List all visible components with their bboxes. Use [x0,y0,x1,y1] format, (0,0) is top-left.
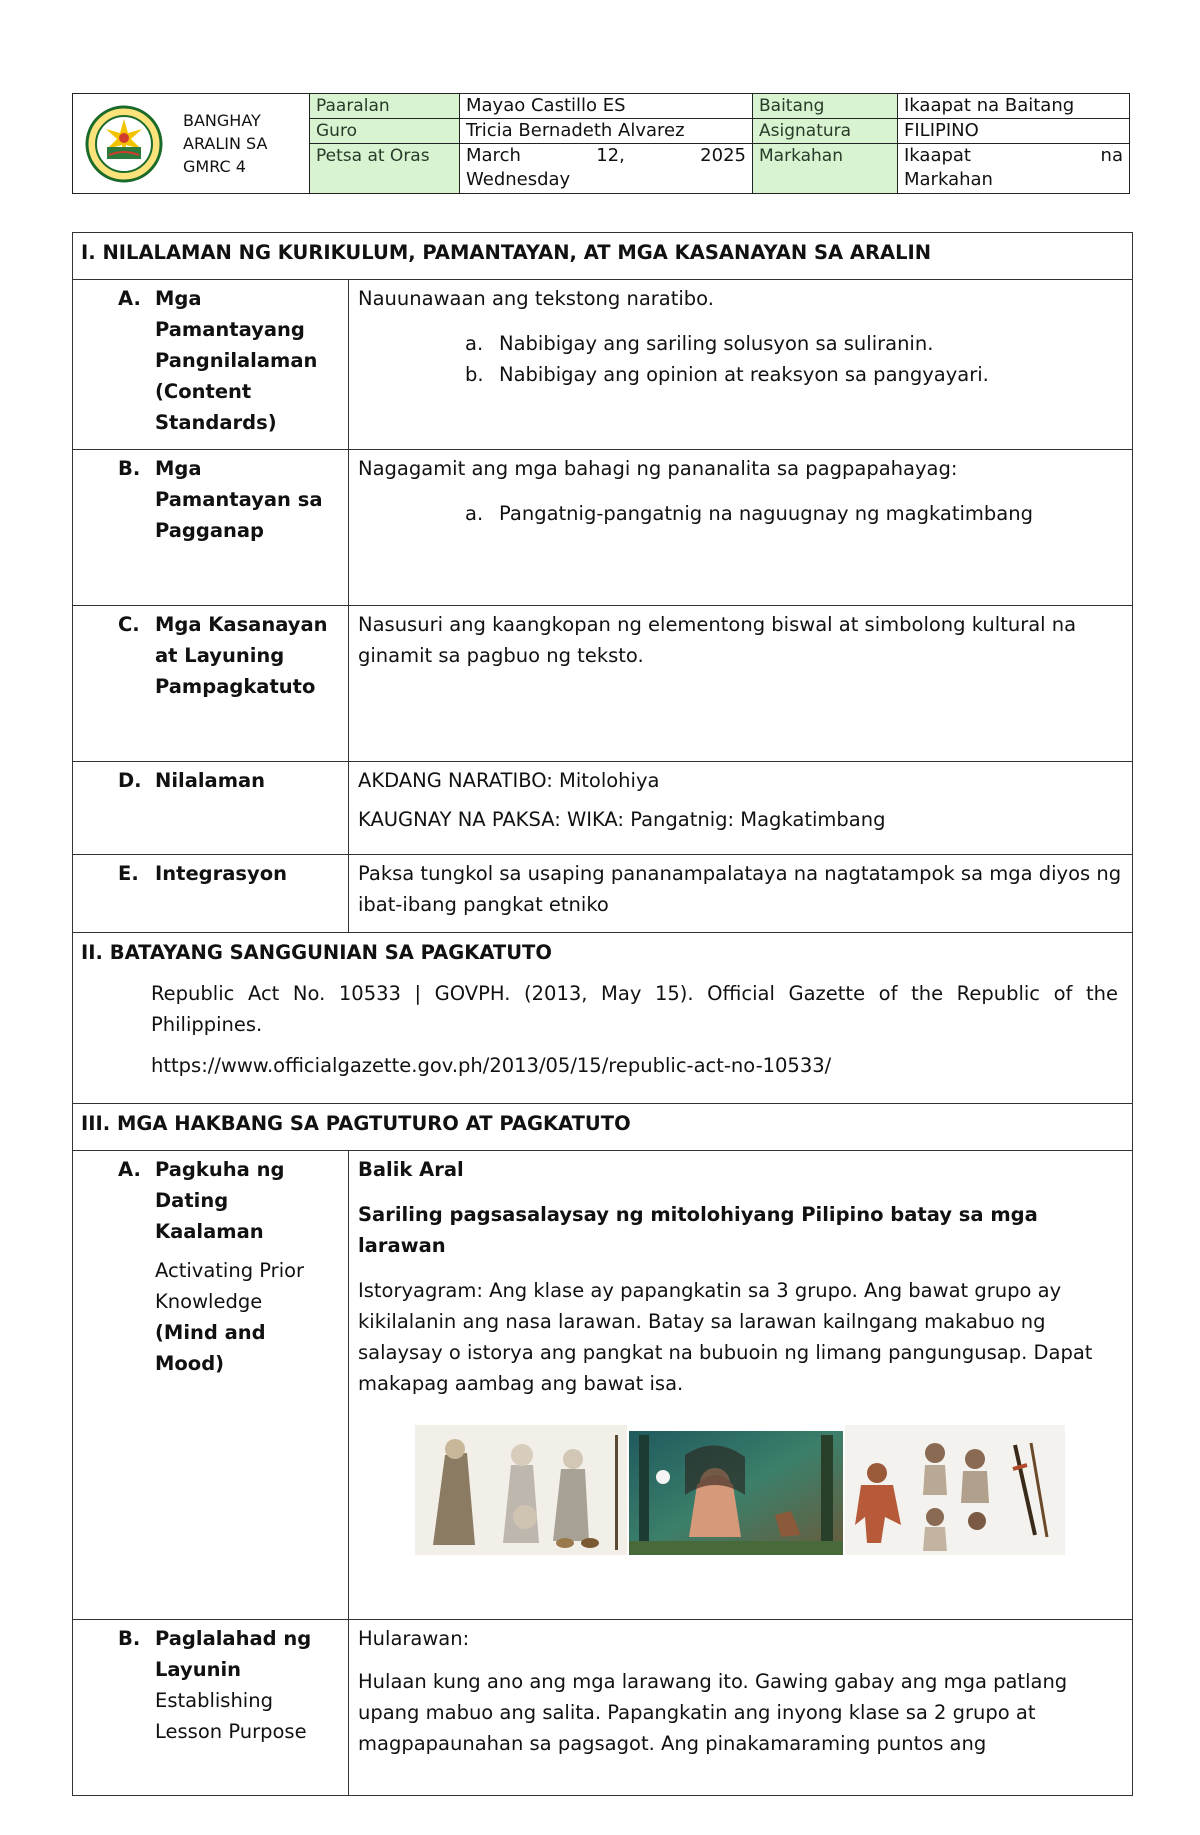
content-label: D. Nilalaman [73,762,349,855]
references-cell [73,933,1133,1104]
review-subheading: Sariling pagsasalaysay ng mitolohiyang Pilipino batay sa mga larawan [358,1203,1038,1257]
forest-goddess-illustration [629,1431,843,1555]
lesson-purpose-cell [349,1620,1133,1796]
datetime-label: Petsa at Oras [310,144,460,194]
quarter-value: Ikaapat na Markahan [898,144,1130,194]
subject-label: Asignatura [753,119,898,144]
reference-url[interactable]: https://www.officialgazette.gov.ph/2013/05/15/republic-act-no-10533/ [151,1054,832,1077]
content-line-1: AKDANG NARATIBO: Mitolohiya [358,769,660,792]
content-standards-label: A. Mga Pamantayang Pangnilalaman (Content Standards) [73,280,349,450]
warriors-illustration [845,1425,1065,1555]
hularawan-body: Hulaan kung ano ang mga larawang ito. Gawing gabay ang mga patlang upang mabuo ang salita. Papangkatin ang inyong klase sa 2 grupo at magpapaunahan sa pagsagot. Ang pinakamaraming puntos ang [358,1670,1068,1755]
school-label: Paaralan [310,94,460,119]
reference-text: Republic Act No. 10533 | GOVPH. (2013, May 15). Official Gazette of the Republic of the Philippines. [151,982,1119,1036]
logo-cell [73,94,310,194]
section-2-title: II. BATAYANG SANGGUNIAN SA PAGKATUTO [81,941,552,964]
integration-label: E. Integrasyon [73,855,349,933]
section-1-title: I. NILALAMAN NG KURIKULUM, PAMANTAYAN, AT MGA KASANAYAN SA ARALIN [73,233,1133,280]
hularawan-heading: Hularawan: [358,1627,470,1650]
content-standards-text: Nauunawaan ang tekstong naratibo. [358,287,714,310]
activating-prior-knowledge-cell [349,1151,1133,1620]
teacher-value: Tricia Bernadeth Alvarez [460,119,753,144]
doc-title: BANGHAY ARALIN SA GMRC 4 [183,111,268,176]
activating-prior-knowledge-label: A. Pagkuha ng Dating Kaalaman Activating Prior Knowledge (Mind and Mood) [73,1151,349,1620]
school-seal-icon [85,105,163,183]
gods-illustration [415,1425,627,1555]
section-3-title: III. MGA HAKBANG SA PAGTUTURO AT PAGKATUTO [73,1104,1133,1151]
performance-standards-cell [349,450,1133,606]
review-heading: Balik Aral [358,1158,464,1181]
content-standards-cell [349,280,1133,450]
quarter-label: Markahan [753,144,898,194]
competencies-text: Nasusuri ang kaangkopan ng elementong biswal at simbolong kultural na ginamit sa pagbuo ng teksto. [358,613,1077,667]
list-item: b. Nabibigay ang opinion at reaksyon sa pangyayari. [465,363,989,386]
header-table [72,93,1130,194]
list-item: a. Nabibigay ang sariling solusyon sa suliranin. [465,332,934,355]
content-cell [349,762,1133,855]
grade-value: Ikaapat na Baitang [898,94,1130,119]
lesson-purpose-label: B. Paglalahad ng Layunin Establishing Lesson Purpose [73,1620,349,1796]
datetime-value: March 12, 2025 Wednesday [460,144,753,194]
competencies-label: C. Mga Kasanayan at Layuning Pampagkatuto [73,606,349,762]
subject-value: FILIPINO [898,119,1130,144]
teacher-label: Guro [310,119,460,144]
review-body: Istoryagram: Ang klase ay papangkatin sa 3 grupo. Ang bawat grupo ay kikilalanin ang nasa larawan. Batay sa larawan kailngang makabuo ng salaysay o istorya ang pangkat na bubuoin ng limang pangungusap. Dapat makapag aambag ang bawat isa. [358,1279,1093,1395]
integration-cell [349,855,1133,933]
performance-standards-text: Nagagamit ang mga bahagi ng pananalita sa pagpapahayag: [358,457,958,480]
lesson-plan-table [72,232,1133,1796]
list-item: a. Pangatnig-pangatnig na naguugnay ng magkatimbang [465,502,1033,525]
integration-text: Paksa tungkol sa usaping pananampalataya na nagtatampok sa mga diyos ng ibat-ibang pangkat etniko [358,862,1122,916]
performance-standards-label: B. Mga Pamantayan sa Pagganap [73,450,349,606]
school-value: Mayao Castillo ES [460,94,753,119]
competencies-cell [349,606,1133,762]
content-line-2: KAUGNAY NA PAKSA: WIKA: Pangatnig: Magkatimbang [358,808,886,831]
mythology-images-strip [415,1425,1065,1555]
grade-label: Baitang [753,94,898,119]
